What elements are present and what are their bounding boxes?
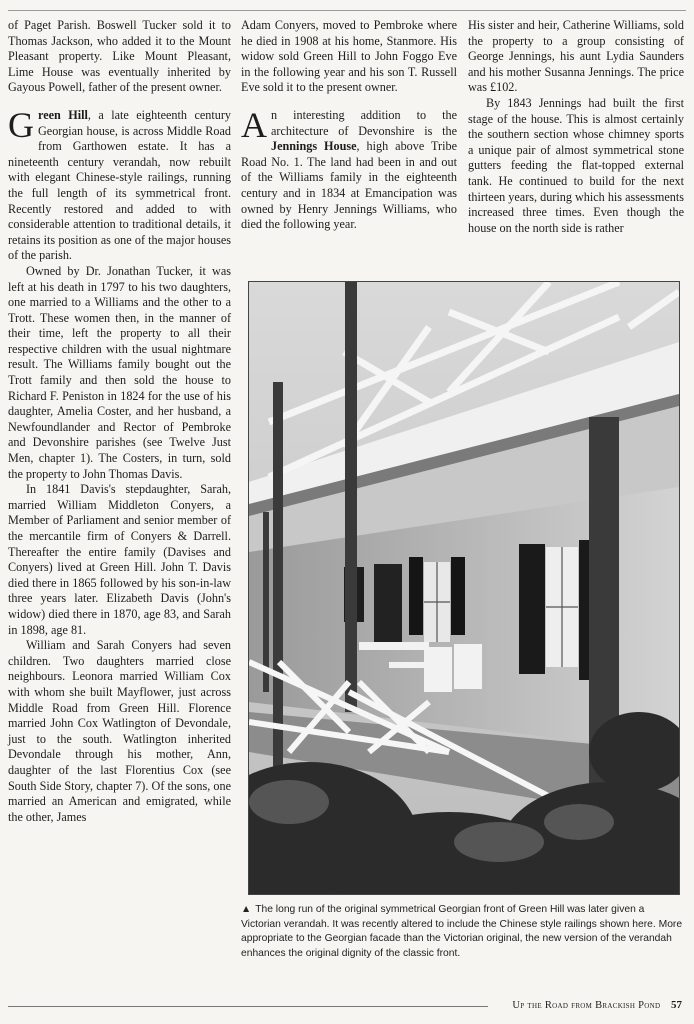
text-column-1 <box>8 18 231 825</box>
bold-term: reen Hill <box>38 107 88 122</box>
top-rule <box>8 10 686 11</box>
running-title: Up the Road from Brackish Pond <box>512 1000 661 1011</box>
photo-caption <box>241 903 685 961</box>
paragraph: Owned by Dr. Jonathan Tucker, it was left at his death in 1797 to his two daughters, one married to a Williams and the other to a Trott. These women then, in the manner of their time, left the property to all their respective children with the usual nightmare result. The Williams family bought out the Trott family and then sold the house to Richard F. Peniston in 1824 for the use of his daughter, Amelia Coster, and her husband, a Newfoundlander and Rector of Pembroke and Devonshire parishes (see Twelve Just Men, chapter 1). The Costers, in turn, sold the property to John Thomas Davis. <box>8 263 231 481</box>
paragraph: His sister and heir, Catherine Williams, sold the property to a group consisting of George Jennings, his aunt Lydia Saunders and his mother Susanna Jennings. The price was £102. <box>468 18 684 95</box>
caption-text: The long run of the original symmetrical Georgian front of Green Hill was later given a Victorian verandah. It was recently altered to include the Chinese style railings shown here. More appropriate to the Georgian facade than the Victorian original, the new version of the verandah enhances the original dignity of the classic front. <box>241 904 683 959</box>
paragraph-green-hill: Green Hill, a late eighteenth century Georgian house, is across Middle Road from Garthowen estate. It has a nineteenth century verandah, now rebuilt with elegant Chinese-style railings, running the full length of its symmetrical front. Recently restored and added to with considerable attention to traditional details, it retains its position as one of the major houses of the parish. <box>8 104 231 263</box>
paragraph: William and Sarah Conyers had seven children. Two daughters married close neighbours. Leonora married William Cox with whom she built Mayflower, just across Middle Road from Green Hill. Florence married John Cox Watlington of Devondale, just to the south. Watlington inherited Devondale through his mother, Ann, daughter of the last Florentius Cox (see South Side Story, chapter 7). Of the sons, one married an American and emigrated, while the other, James <box>8 638 231 824</box>
text-column-2 <box>241 18 457 233</box>
footer-rule <box>8 1006 488 1007</box>
drop-cap: A <box>241 104 267 145</box>
page-number: 57 <box>671 999 682 1011</box>
verandah-photograph <box>248 281 680 895</box>
text-column-3 <box>468 18 684 236</box>
drop-cap: G <box>8 104 34 145</box>
paragraph: of Paget Parish. Boswell Tucker sold it to Thomas Jackson, who added it to the Mount Pleasant property. Like Mount Pleasant, Lime House was eventually inherited by Gayous Powell, father of the present owner. <box>8 18 231 95</box>
paragraph: In 1841 Davis's stepdaughter, Sarah, married William Middleton Conyers, a Member of Parliament and senior member of the mercantile firm of Conyers & Darrell. Thereafter the entire family (Davises and Conyers) lived at Green Hill. John T. Davis died there in 1865 followed by his son-in-law three years later. Elizabeth Davis (John's widow) died there in 1870, age 83, and Sarah in 1898, age 81. <box>8 482 231 637</box>
bold-term: Jennings House <box>271 139 357 154</box>
paragraph-jennings-house: An interesting addition to the architecture of Devonshire is the Jennings House, high above Tribe Road No. 1. The land had been in and out of the Williams family in the eighteenth century and in 1834 at Emancipation was owned by Henry Jennings Williams, who died the following year. <box>241 104 457 232</box>
paragraph: By 1843 Jennings had built the first stage of the house. This is almost certainly the southern section whose chimney sports a unique pair of almost symmetrical stone gutters feeding the flat-topped external tank. He continued to build for the next thirteen years, during which his assessments increased three times. Even though the house on the north side is rather <box>468 95 684 235</box>
page-footer <box>512 999 682 1011</box>
paragraph: Adam Conyers, moved to Pembroke where he died in 1908 at his home, Stanmore. His widow sold Green Hill to John Foggo Eve in the following year and his son T. Russell Eve sold it to the present owner. <box>241 18 457 95</box>
caption-marker-icon: ▲ <box>241 904 252 915</box>
